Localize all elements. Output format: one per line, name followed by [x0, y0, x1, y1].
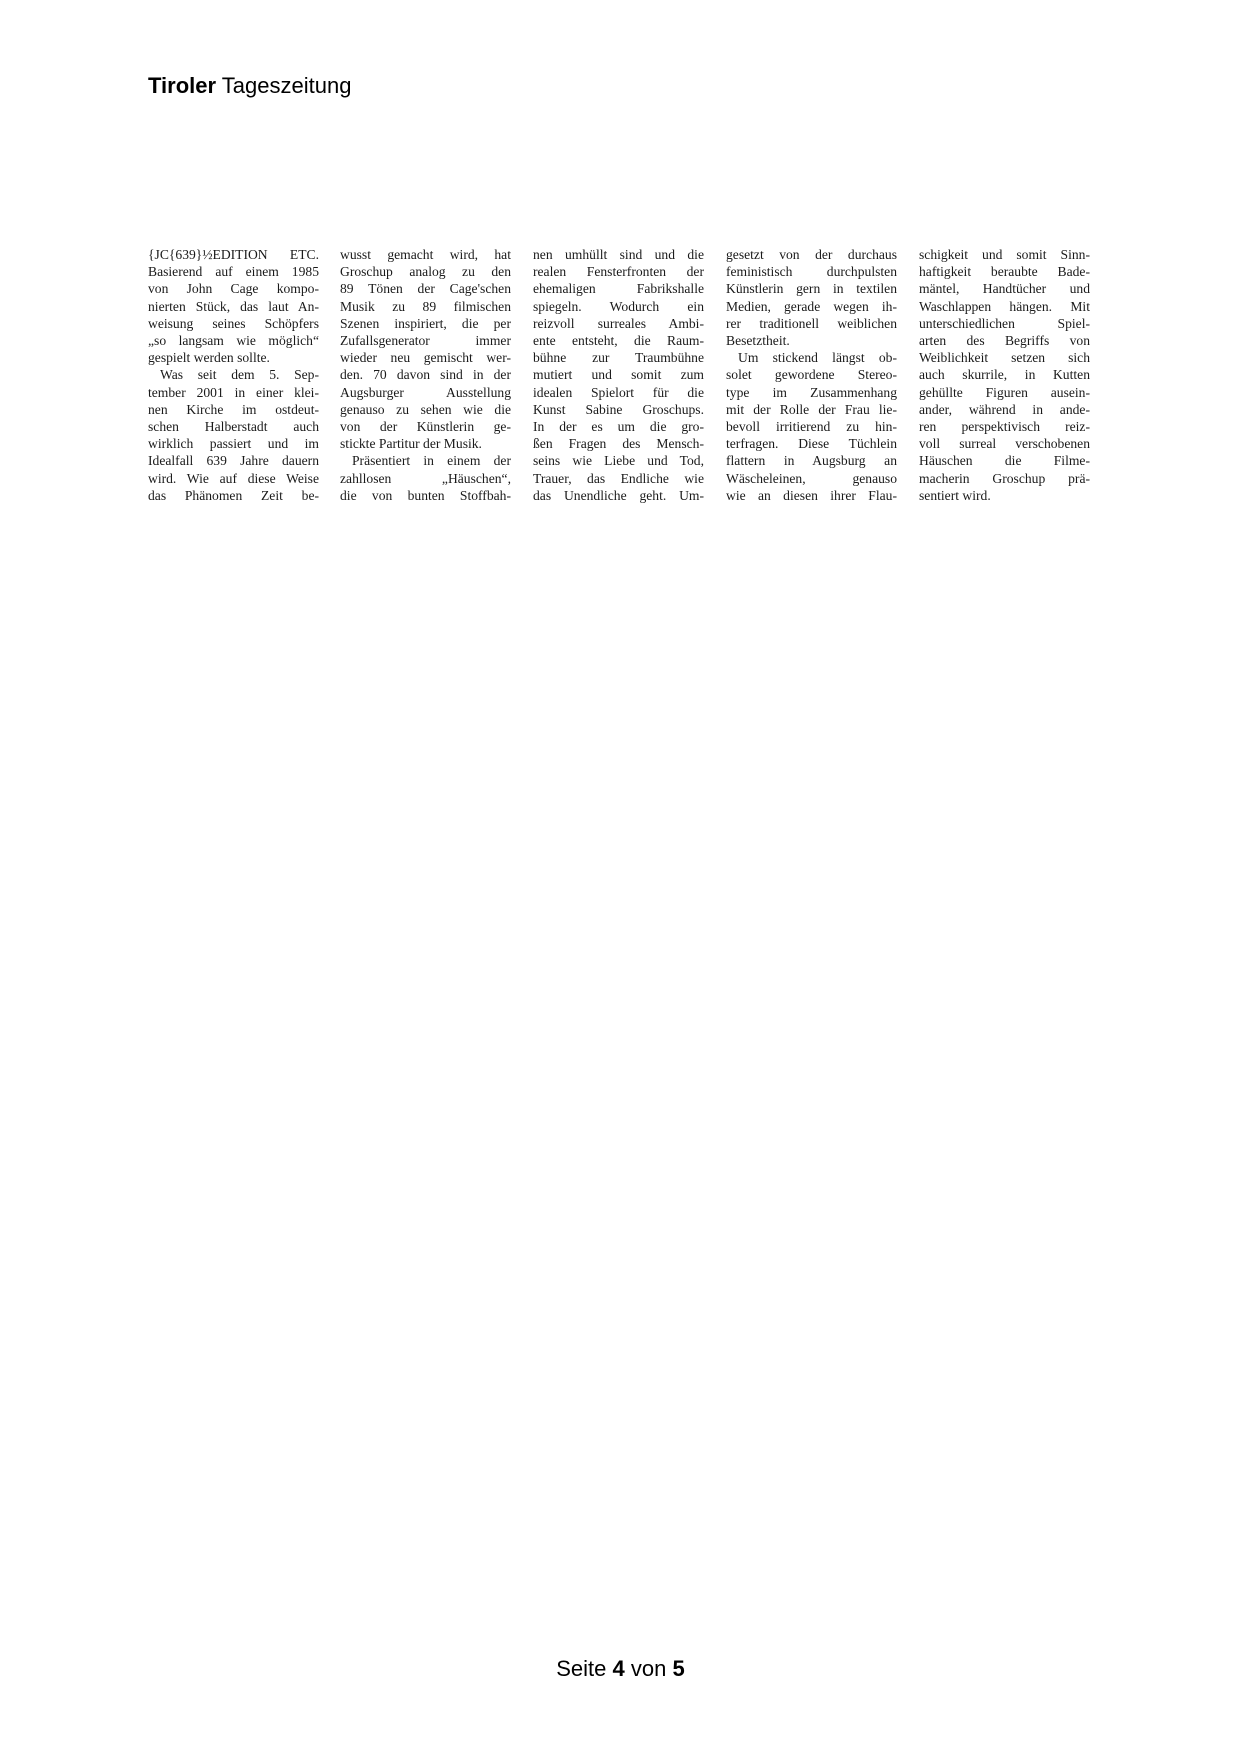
article-column-3 — [533, 246, 704, 504]
text-line: rer traditionell weiblichen — [726, 315, 897, 331]
text-line: Augsburger Ausstellung — [340, 384, 511, 400]
text-line: tember 2001 in einer klei- — [148, 384, 319, 400]
text-line: mit der Rolle der Frau lie- — [726, 401, 897, 417]
text-line: ehemaligen Fabrikshalle — [533, 281, 704, 297]
text-line: Weiblichkeit setzen sich — [919, 350, 1090, 366]
text-line: feministisch durchpulsten — [726, 264, 897, 280]
newspaper-title-regular: Tageszeitung — [221, 73, 352, 98]
text-line: genauso zu sehen wie die — [340, 401, 511, 417]
text-line: Besetztheit. — [726, 333, 790, 349]
text-line: ßen Fragen des Mensch- — [533, 436, 704, 452]
text-line: ander, während in ande- — [919, 401, 1090, 417]
page-label: Seite — [556, 1656, 607, 1681]
text-line: zahllosen „Häuschen“, — [340, 470, 511, 486]
text-line: realen Fensterfronten der — [533, 264, 704, 280]
article-column-1 — [148, 246, 319, 504]
text-line: seins wie Liebe und Tod, — [533, 453, 704, 469]
text-line: macherin Groschup prä- — [919, 470, 1090, 486]
text-line: mutiert und somit zum — [533, 367, 704, 383]
newspaper-title — [148, 73, 351, 99]
text-line: nierten Stück, das laut An- — [148, 298, 319, 314]
text-line: reizvoll surreales Ambi- — [533, 315, 704, 331]
text-line: nen umhüllt sind und die — [533, 247, 704, 262]
article-column-2 — [340, 246, 511, 504]
text-line: das Unendliche geht. Um- — [533, 487, 704, 503]
text-line: ente entsteht, die Raum- — [533, 333, 704, 349]
article-column-4 — [726, 246, 897, 504]
text-line: „so langsam wie möglich“ — [148, 333, 319, 349]
text-line: spiegeln. Wodurch ein — [533, 298, 704, 314]
text-line: type im Zusammenhang — [726, 384, 897, 400]
text-line: gesetzt von der durchaus — [726, 247, 897, 262]
text-line: Häuschen die Filme- — [919, 453, 1090, 469]
text-line: solet gewordene Stereo- — [726, 367, 897, 383]
current-page-number: 4 — [612, 1656, 625, 1681]
text-line: den. 70 davon sind in der — [340, 367, 511, 383]
text-line: von John Cage kompo- — [148, 281, 319, 297]
text-line: wie an diesen ihrer Flau- — [726, 487, 897, 503]
article-columns — [148, 246, 1090, 506]
newspaper-title-bold: Tiroler — [148, 73, 217, 98]
text-line: Medien, gerade wegen ih- — [726, 298, 897, 314]
text-line: unterschiedlichen Spiel- — [919, 315, 1090, 331]
text-line: Basierend auf einem 1985 — [148, 264, 319, 280]
article-column-5 — [919, 246, 1090, 504]
text-line: gespielt werden sollte. — [148, 350, 270, 366]
text-line: {JC{639}½EDITION ETC. — [148, 247, 319, 262]
text-line: nen Kirche im ostdeut- — [148, 401, 319, 417]
text-line: mäntel, Handtücher und — [919, 281, 1090, 297]
text-line: stickte Partitur der Musik. — [340, 436, 482, 452]
total-page-count: 5 — [672, 1656, 685, 1681]
text-line: Szenen inspiriert, die per — [340, 315, 511, 331]
text-line: schigkeit und somit Sinn- — [919, 247, 1090, 262]
text-line: sentiert wird. — [919, 487, 991, 503]
text-line: Was seit dem 5. Sep- — [160, 367, 319, 383]
page-of-label: von — [630, 1656, 667, 1681]
text-line: Kunst Sabine Groschups. — [533, 401, 704, 417]
text-line: das Phänomen Zeit be- — [148, 487, 319, 503]
text-line: flattern in Augsburg an — [726, 453, 897, 469]
text-line: terfragen. Diese Tüchlein — [726, 436, 897, 452]
text-line: Groschup analog zu den — [340, 264, 511, 280]
text-line: bevoll irritierend zu hin- — [726, 419, 897, 435]
text-line: auch skurrile, in Kutten — [919, 367, 1090, 383]
text-line: Wäscheleinen, genauso — [726, 470, 897, 486]
text-line: ren perspektivisch reiz- — [919, 419, 1090, 435]
text-line: weisung seines Schöpfers — [148, 315, 319, 331]
page-footer — [0, 1656, 1241, 1682]
text-line: Trauer, das Endliche wie — [533, 470, 704, 486]
text-line: schen Halberstadt auch — [148, 419, 319, 435]
text-line: voll surreal verschobenen — [919, 436, 1090, 452]
text-line: haftigkeit beraubte Bade- — [919, 264, 1090, 280]
text-line: In der es um die gro- — [533, 419, 704, 435]
text-line: wird. Wie auf diese Weise — [148, 470, 319, 486]
text-line: Waschlappen hängen. Mit — [919, 298, 1090, 314]
text-line: die von bunten Stoffbah- — [340, 487, 511, 503]
text-line: wusst gemacht wird, hat — [340, 247, 511, 262]
text-line: 89 Tönen der Cage'schen — [340, 281, 511, 297]
text-line: gehüllte Figuren ausein- — [919, 384, 1090, 400]
text-line: wieder neu gemischt wer- — [340, 350, 511, 366]
text-line: Zufallsgenerator immer — [340, 333, 511, 349]
text-line: wirklich passiert und im — [148, 436, 319, 452]
text-line: Idealfall 639 Jahre dauern — [148, 453, 319, 469]
text-line: Präsentiert in einem der — [352, 453, 511, 469]
text-line: idealen Spielort für die — [533, 384, 704, 400]
text-line: arten des Begriffs von — [919, 333, 1090, 349]
text-line: von der Künstlerin ge- — [340, 419, 511, 435]
text-line: Um stickend längst ob- — [738, 350, 897, 366]
text-line: Künstlerin gern in textilen — [726, 281, 897, 297]
text-line: bühne zur Traumbühne — [533, 350, 704, 366]
text-line: Musik zu 89 filmischen — [340, 298, 511, 314]
